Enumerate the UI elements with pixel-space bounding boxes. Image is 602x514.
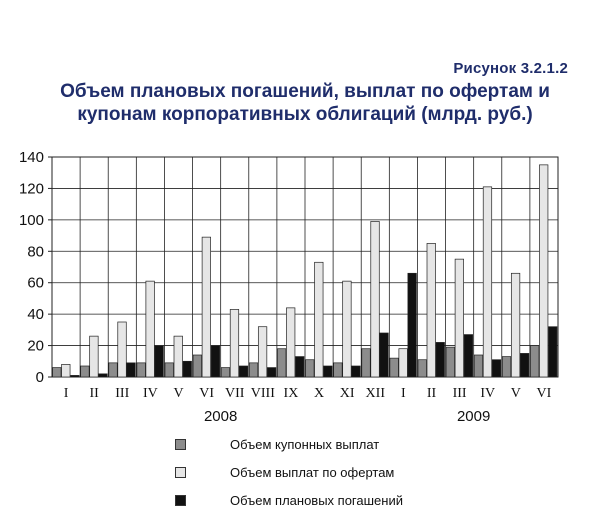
bar-series-2 xyxy=(230,309,239,377)
y-tick-label: 120 xyxy=(18,180,44,198)
bar-series-1 xyxy=(277,349,286,377)
bar-series-3 xyxy=(352,366,361,377)
x-tick-label: I xyxy=(63,386,69,401)
x-tick-label: VI xyxy=(199,386,215,401)
bar-series-3 xyxy=(408,273,417,377)
bar-series-2 xyxy=(315,262,324,377)
y-tick-label: 60 xyxy=(27,274,44,292)
x-tick-label: VI xyxy=(536,386,552,401)
bar-series-2 xyxy=(371,221,380,377)
x-tick-label: VIII xyxy=(250,386,275,401)
bar-series-2 xyxy=(258,327,267,377)
x-tick-label: V xyxy=(173,386,184,401)
legend-swatch-redemptions xyxy=(175,495,186,506)
legend-label-offers: Объем выплат по офертам xyxy=(230,464,395,480)
bar-series-3 xyxy=(155,346,164,377)
bar-series-2 xyxy=(511,273,520,377)
legend-label-redemptions: Объем плановых погашений xyxy=(230,492,403,508)
y-tick-label: 140 xyxy=(18,149,44,166)
y-tick-label: 80 xyxy=(27,243,44,261)
legend-item-coupon xyxy=(175,430,403,458)
x-tick-label: I xyxy=(401,386,406,401)
bar-series-2 xyxy=(399,349,408,377)
bar-series-2 xyxy=(118,322,127,377)
x-tick-label: II xyxy=(89,386,99,401)
bar-series-1 xyxy=(193,355,202,377)
x-tick-label: II xyxy=(426,386,437,401)
bar-series-3 xyxy=(267,368,276,377)
bar-series-3 xyxy=(99,374,108,377)
legend-swatch-coupon xyxy=(175,439,186,450)
bar-series-1 xyxy=(446,347,455,377)
x-tick-label: XI xyxy=(339,386,355,401)
bar-series-1 xyxy=(362,349,371,377)
y-tick-label: 20 xyxy=(27,337,44,355)
bar-series-3 xyxy=(520,353,529,377)
y-tick-label: 0 xyxy=(35,369,44,386)
y-tick-label: 100 xyxy=(18,211,44,229)
bar-series-3 xyxy=(127,363,135,377)
x-tick-label: IV xyxy=(480,386,496,401)
bar-series-1 xyxy=(530,346,539,377)
x-tick-label: V xyxy=(510,386,521,401)
figure-label: Рисунок 3.2.1.2 xyxy=(453,60,568,77)
x-tick-label: X xyxy=(313,386,325,401)
bar-series-2 xyxy=(90,336,99,377)
bar-series-3 xyxy=(548,327,557,377)
x-tick-label: VII xyxy=(225,386,245,401)
legend-swatch-offers xyxy=(175,467,186,478)
bar-series-2 xyxy=(455,259,464,377)
legend xyxy=(175,430,403,514)
bar-series-3 xyxy=(464,335,473,377)
bar-series-1 xyxy=(137,363,146,377)
year-label: 2008 xyxy=(203,408,238,425)
bar-series-3 xyxy=(492,360,501,377)
bar-series-1 xyxy=(109,363,118,377)
bar-series-1 xyxy=(53,368,62,377)
legend-item-offers xyxy=(175,458,403,486)
x-tick-label: IX xyxy=(283,386,299,401)
x-tick-label: III xyxy=(452,386,467,401)
chart-title-line-2: купонам корпоративных облигаций (млрд. руб.) xyxy=(77,104,533,125)
bar-series-1 xyxy=(474,355,483,377)
bar-series-3 xyxy=(295,357,304,377)
bar-series-1 xyxy=(221,368,230,377)
bar-series-2 xyxy=(427,243,436,377)
bar-series-3 xyxy=(211,346,220,377)
bar-series-2 xyxy=(174,336,183,377)
bar-series-2 xyxy=(202,237,211,377)
bar-series-2 xyxy=(62,364,71,377)
bar-series-3 xyxy=(436,342,445,377)
chart-title-line-1: Объем плановых погашений, выплат по офертам и xyxy=(60,81,550,102)
bar-series-1 xyxy=(418,360,427,377)
bar-series-1 xyxy=(81,366,90,377)
bar-series-1 xyxy=(249,363,257,377)
bar-series-2 xyxy=(286,308,295,377)
bar-series-3 xyxy=(380,333,389,377)
x-tick-label: III xyxy=(115,386,130,401)
bar-series-3 xyxy=(239,366,248,377)
x-tick-label: IV xyxy=(142,386,158,401)
bar-series-1 xyxy=(165,363,174,377)
bar-series-2 xyxy=(343,281,352,377)
bar-series-1 xyxy=(502,357,511,377)
year-label: 2009 xyxy=(456,408,491,425)
bar-series-1 xyxy=(334,363,343,377)
bar-series-1 xyxy=(306,360,315,377)
y-tick-label: 40 xyxy=(27,306,44,324)
bar-series-1 xyxy=(390,358,399,377)
x-tick-label: XII xyxy=(365,386,385,401)
legend-item-redemptions xyxy=(175,486,403,514)
bar-series-3 xyxy=(71,375,80,377)
legend-label-coupon: Объем купонных выплат xyxy=(230,436,380,452)
bar-series-2 xyxy=(146,281,155,377)
bar-series-3 xyxy=(183,361,192,377)
bar-series-2 xyxy=(483,187,492,377)
bar-series-2 xyxy=(539,165,548,377)
bar-series-3 xyxy=(324,366,333,377)
